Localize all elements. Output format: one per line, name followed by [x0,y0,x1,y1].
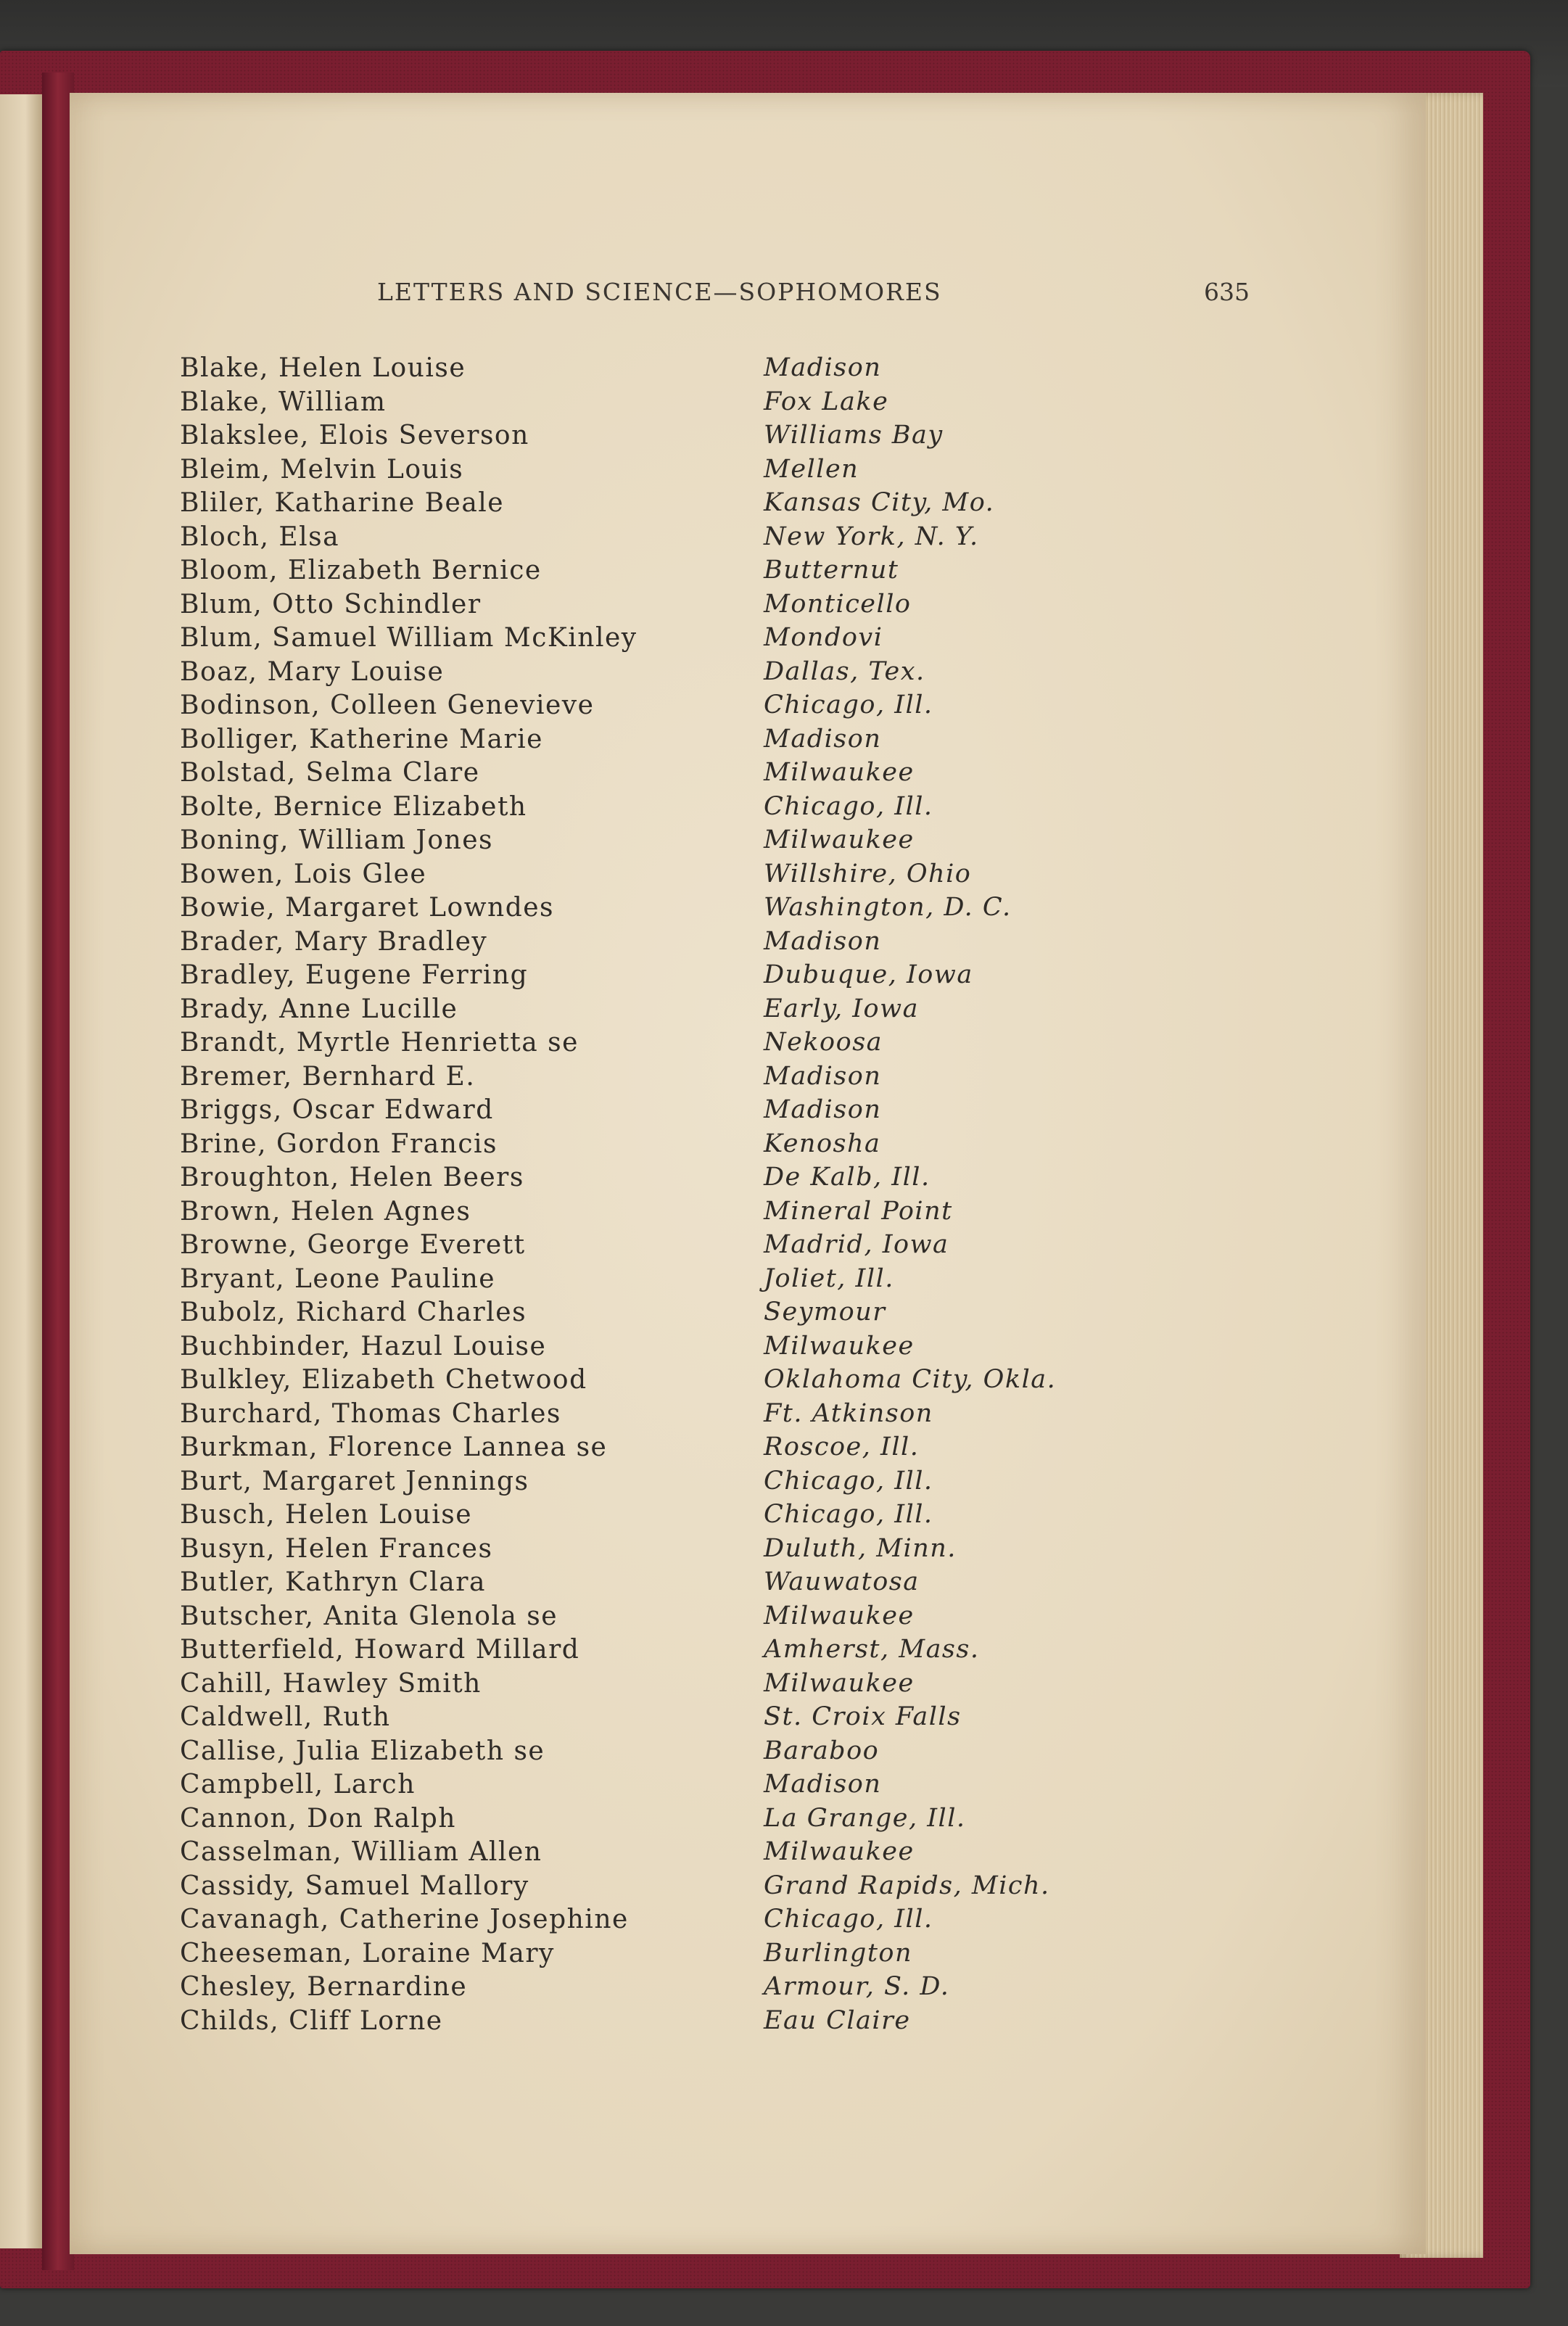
hometown: Dallas, Tex. [764,656,925,686]
student-name: Brine, Gordon Francis [180,1129,498,1159]
running-head [0,278,1568,314]
list-item [180,353,1123,387]
list-item [180,758,1123,792]
hometown: Madison [764,1061,882,1091]
student-name: Brader, Mary Bradley [180,926,488,957]
hometown: Grand Rapids, Mich. [764,1871,1050,1900]
student-name: Burt, Margaret Jennings [180,1466,529,1496]
list-item [180,1332,1123,1366]
hometown: La Grange, Ill. [764,1803,966,1833]
hometown: Kenosha [764,1129,881,1158]
student-name: Cassidy, Samuel Mallory [180,1871,529,1901]
list-item [180,1399,1123,1433]
list-item [180,725,1123,759]
list-item [180,522,1123,556]
list-item [180,623,1123,657]
student-name: Butler, Kathryn Clara [180,1567,486,1597]
student-name: Boning, William Jones [180,825,493,855]
student-name: Busyn, Helen Frances [180,1533,493,1564]
list-item [180,960,1123,994]
hometown: Milwaukee [764,1668,915,1698]
student-name: Callise, Julia Elizabeth se [180,1736,545,1766]
student-name: Broughton, Helen Beers [180,1163,524,1192]
list-item [180,421,1123,455]
hometown: Milwaukee [764,758,915,787]
list-item [180,1365,1123,1399]
student-name: Bowie, Margaret Lowndes [180,893,555,923]
hometown: Willshire, Ohio [764,859,972,888]
hometown: St. Croix Falls [764,1702,962,1731]
facing-page-edge [0,94,42,2248]
list-item [180,1905,1123,1939]
hometown: Chicago, Ill. [764,690,933,719]
section-title: LETTERS AND SCIENCE—SOPHOMORES [377,278,942,306]
student-list [180,353,1123,2040]
list-item [180,994,1123,1028]
list-item [180,1669,1123,1703]
hometown: Fox Lake [764,387,889,416]
hometown: Milwaukee [764,1837,915,1866]
hometown: Joliet, Ill. [764,1263,894,1293]
list-item [180,556,1123,590]
hometown: Seymour [764,1298,886,1327]
list-item [180,1972,1123,2006]
student-name: Bryant, Leone Pauline [180,1263,496,1294]
student-name: Bloom, Elizabeth Bernice [180,556,542,585]
list-item [180,1432,1123,1467]
list-item [180,859,1123,894]
student-name: Burkman, Florence Lannea se [180,1432,608,1462]
hometown: Burlington [764,1938,913,1968]
student-name: Bubolz, Richard Charles [180,1298,527,1327]
student-name: Brady, Anne Lucille [180,994,458,1024]
student-name: Blakslee, Elois Severson [180,421,529,450]
hometown: Madison [764,926,882,956]
list-item [180,1028,1123,1062]
hometown: Madison [764,1770,882,1799]
list-item [180,1871,1123,1905]
page-number: 635 [1204,278,1250,306]
student-name: Boaz, Mary Louise [180,656,445,687]
list-item [180,1635,1123,1669]
list-item [180,590,1123,624]
hometown: Armour, S. D. [764,1972,950,2001]
hometown: Madison [764,724,882,754]
list-item [180,1500,1123,1534]
list-item [180,1467,1123,1501]
hometown: Amherst, Mass. [764,1635,980,1664]
hometown: Madrid, Iowa [764,1230,949,1259]
hometown: Chicago, Ill. [764,1500,933,1529]
hometown: Kansas City, Mo. [764,488,995,517]
student-name: Butscher, Anita Glenola se [180,1601,558,1631]
hometown: Milwaukee [764,1331,915,1361]
list-item [180,1095,1123,1129]
list-item [180,657,1123,691]
student-name: Blum, Otto Schindler [180,589,482,619]
student-name: Cahill, Hawley Smith [180,1668,482,1699]
list-item [180,690,1123,725]
hometown: Milwaukee [764,825,915,854]
hometown: Milwaukee [764,1601,915,1630]
student-name: Chesley, Bernardine [180,1972,468,2002]
student-name: Bliler, Katharine Beale [180,488,505,518]
hometown: Monticello [764,589,912,619]
student-name: Brown, Helen Agnes [180,1196,471,1226]
list-item [180,1298,1123,1332]
student-name: Blake, William [180,387,387,417]
list-item [180,488,1123,522]
list-item [180,1702,1123,1736]
hometown: Oklahoma City, Okla. [764,1365,1057,1394]
list-item [180,1939,1123,1973]
hometown: Mellen [764,454,859,484]
student-name: Bulkley, Elizabeth Chetwood [180,1365,587,1395]
student-name: Cheeseman, Loraine Mary [180,1938,555,1968]
hometown: Mineral Point [764,1196,953,1226]
list-item [180,1601,1123,1636]
student-name: Bolte, Bernice Elizabeth [180,791,527,822]
hometown: Dubuque, Iowa [764,960,973,989]
student-name: Busch, Helen Louise [180,1500,473,1530]
hometown: Roscoe, Ill. [764,1432,920,1461]
student-name: Bleim, Melvin Louis [180,454,464,484]
list-item [180,1062,1123,1096]
list-item [180,893,1123,927]
student-name: Bodinson, Colleen Genevieve [180,690,595,720]
student-name: Casselman, William Allen [180,1837,542,1867]
student-name: Brandt, Myrtle Henrietta se [180,1028,579,1057]
list-item [180,1534,1123,1568]
hometown: Chicago, Ill. [764,1466,933,1496]
student-name: Cannon, Don Ralph [180,1803,456,1834]
student-name: Blum, Samuel William McKinley [180,623,637,653]
list-item [180,792,1123,826]
student-name: Bowen, Lois Glee [180,859,427,889]
student-name: Burchard, Thomas Charles [180,1398,561,1429]
student-name: Campbell, Larch [180,1770,416,1799]
student-name: Bradley, Eugene Ferring [180,960,529,990]
list-item [180,2006,1123,2040]
list-item [180,1770,1123,1804]
list-item [180,927,1123,961]
hometown: Butternut [764,556,899,585]
student-name: Bolstad, Selma Clare [180,758,480,788]
student-name: Cavanagh, Catherine Josephine [180,1905,629,1934]
hometown: Baraboo [764,1736,880,1765]
hometown: Madison [764,1095,882,1124]
list-item [180,1264,1123,1298]
student-name: Bolliger, Katherine Marie [180,724,543,754]
student-name: Butterfield, Howard Millard [180,1635,580,1665]
student-name: Bloch, Elsa [180,521,340,552]
hometown: Chicago, Ill. [764,1905,933,1934]
list-item [180,455,1123,489]
student-name: Buchbinder, Hazul Louise [180,1331,547,1361]
hometown: Nekoosa [764,1028,883,1057]
hometown: Early, Iowa [764,994,919,1023]
list-item [180,1736,1123,1770]
hometown: Duluth, Minn. [764,1533,957,1563]
hometown: Wauwatosa [764,1567,920,1596]
student-name: Browne, George Everett [180,1230,526,1260]
hometown: New York, N. Y. [764,521,979,551]
student-name: Blake, Helen Louise [180,353,466,383]
list-item [180,1129,1123,1163]
list-item [180,1567,1123,1601]
student-name: Bremer, Bernhard E. [180,1061,476,1092]
hometown: Williams Bay [764,421,944,450]
hometown: Chicago, Ill. [764,791,933,821]
list-item [180,1230,1123,1264]
hometown: Mondovi [764,623,883,652]
hometown: Madison [764,353,882,382]
list-item [180,1163,1123,1197]
list-item [180,1804,1123,1838]
list-item [180,1837,1123,1871]
list-item [180,1197,1123,1231]
hometown: Washington, D. C. [764,893,1012,922]
hometown: Eau Claire [764,2005,911,2035]
list-item [180,825,1123,859]
hometown: De Kalb, Ill. [764,1163,931,1192]
student-name: Briggs, Oscar Edward [180,1095,494,1125]
student-name: Caldwell, Ruth [180,1702,391,1732]
hometown: Ft. Atkinson [764,1398,933,1428]
student-name: Childs, Cliff Lorne [180,2005,443,2036]
list-item [180,387,1123,421]
